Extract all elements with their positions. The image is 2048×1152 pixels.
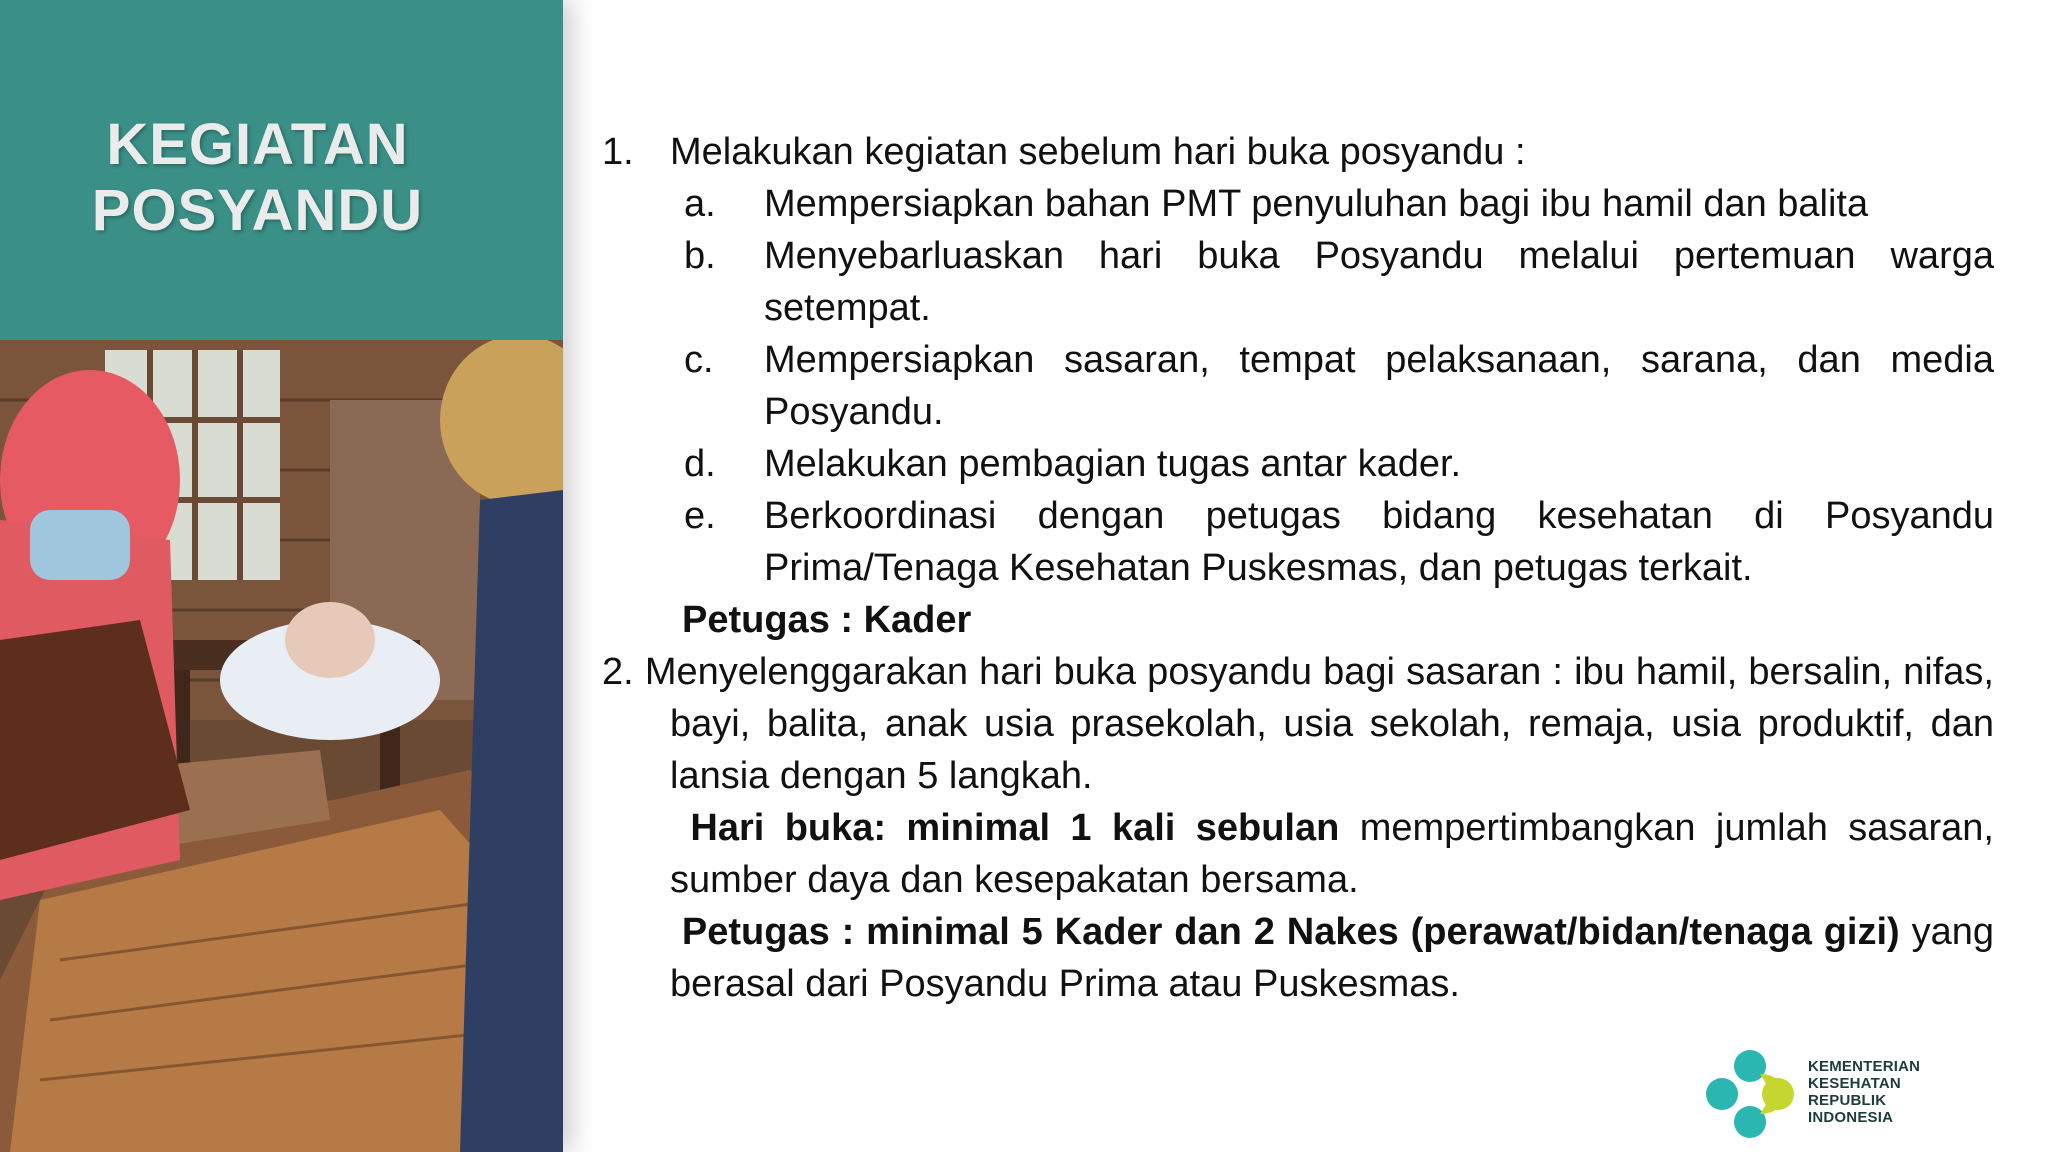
logo-line-4: INDONESIA xyxy=(1808,1109,1894,1126)
slide-title xyxy=(0,112,515,244)
sub-item-d xyxy=(684,438,1994,490)
petugas-kader: Petugas : Kader xyxy=(682,599,972,641)
sub-item-letter: d. xyxy=(684,443,716,485)
sub-item-text: Berkoordinasi dengan petugas bidang kesehatan di Posyandu Prima/Tenaga Kesehatan Puskesmas, dan petugas terkait. xyxy=(764,495,1994,589)
sub-item-letter: b. xyxy=(684,235,716,277)
kemenkes-logo-icon xyxy=(1700,1044,1800,1144)
sub-item-c xyxy=(684,334,1994,438)
sub-list xyxy=(602,178,1994,594)
kemenkes-logo xyxy=(1700,1044,1960,1144)
sub-item-b xyxy=(684,230,1994,334)
title-line-2: POSYANDU xyxy=(91,178,424,243)
sub-item-letter: a. xyxy=(684,183,716,225)
hari-buka-paragraph xyxy=(602,802,1994,906)
photo-illustration-icon xyxy=(0,340,563,1152)
sub-item-a xyxy=(684,178,1994,230)
item-text: Melakukan kegiatan sebelum hari buka posyandu : xyxy=(670,131,1526,173)
list-item-1 xyxy=(602,126,1994,178)
sub-item-text: Menyebarluaskan hari buka Posyandu melalui pertemuan warga setempat. xyxy=(764,235,1994,329)
sub-item-text: Melakukan pembagian tugas antar kader. xyxy=(764,443,1462,485)
logo-line-1: KEMENTERIAN xyxy=(1808,1058,1921,1075)
hari-buka-rest: mempertimbangkan jumlah sasaran, sumber daya dan kesepakatan bersama. xyxy=(670,807,1994,901)
title-band xyxy=(0,0,563,340)
logo-text xyxy=(1808,1058,1920,1126)
sub-item-letter: c. xyxy=(684,339,714,381)
hari-buka-bold: Hari buka: minimal 1 kali sebulan xyxy=(690,807,1340,849)
left-panel xyxy=(0,0,563,1152)
sub-item-text: Mempersiapkan bahan PMT penyuluhan bagi ibu hamil dan balita xyxy=(764,183,1869,225)
sub-item-e xyxy=(684,490,1994,594)
logo-line-2: KESEHATAN xyxy=(1808,1075,1901,1092)
posyandu-activity-photo xyxy=(0,340,563,1152)
petugas-bold: Petugas : minimal 5 Kader dan 2 Nakes (perawat/bidan/tenaga gizi) xyxy=(681,911,1900,953)
title-line-1: KEGIATAN xyxy=(106,112,409,177)
sub-item-letter: e. xyxy=(684,495,716,537)
item-number: 1. xyxy=(602,131,634,173)
list-item-2: 2. Menyelenggarakan hari buka posyandu bagi sasaran : ibu hamil, bersalin, nifas, bayi, balita, anak usia prasekolah, usia sekolah, remaja, usia produktif, dan lansia dengan 5 langkah. xyxy=(602,651,1994,797)
main-content xyxy=(602,126,1994,1010)
petugas-rest: yang berasal dari Posyandu Prima atau Puskesmas. xyxy=(670,911,1994,1005)
logo-line-3: REPUBLIK xyxy=(1808,1092,1887,1109)
sub-item-text: Mempersiapkan sasaran, tempat pelaksanaan, sarana, dan media Posyandu. xyxy=(764,339,1994,433)
petugas-paragraph xyxy=(602,906,1994,1010)
